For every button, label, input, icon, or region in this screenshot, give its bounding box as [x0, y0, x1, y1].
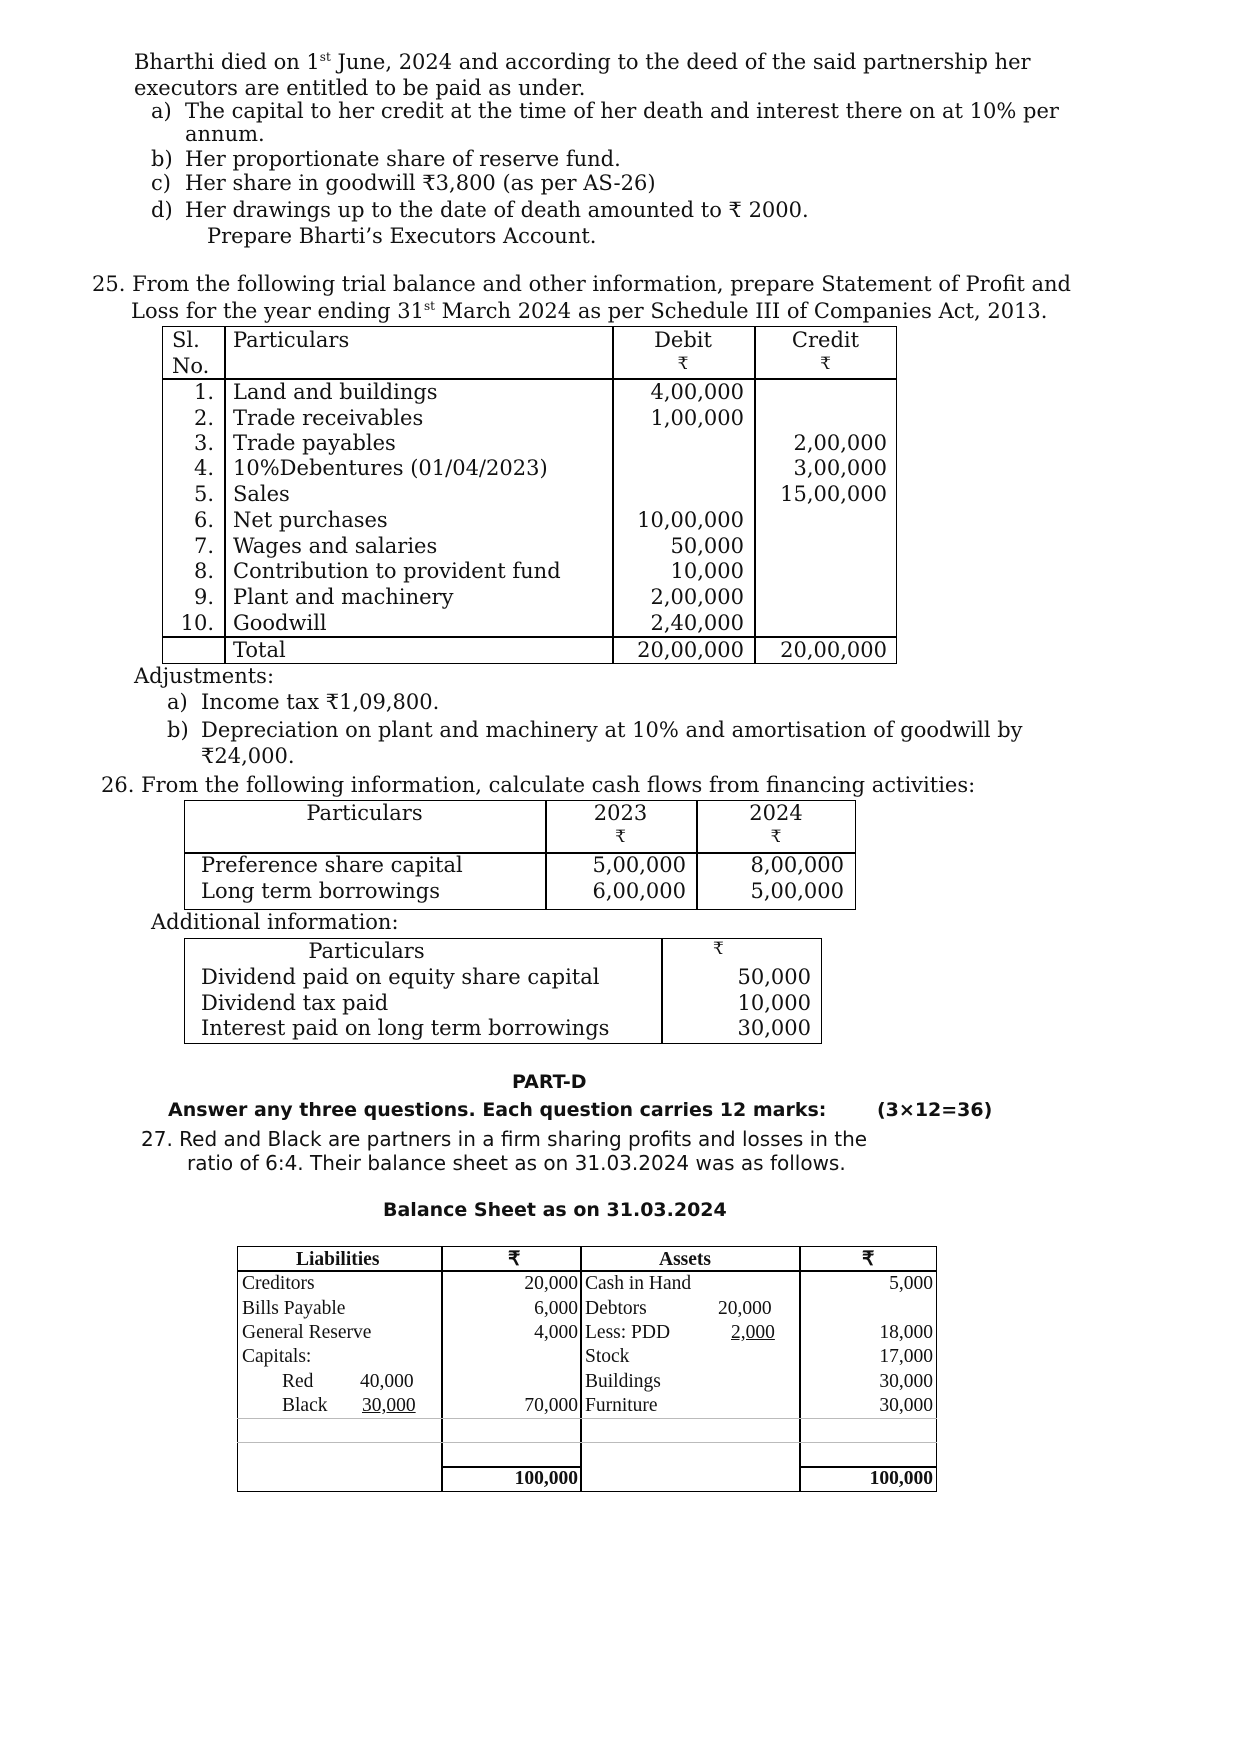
balance-sheet-title: Balance Sheet as on 31.03.2024 [383, 1199, 727, 1221]
col-header-particulars: Particulars [233, 328, 350, 352]
q24-item-label: d) [151, 198, 173, 222]
col-header-particulars: Particulars [306, 801, 423, 825]
liability-amount: 70,000 [524, 1395, 578, 1416]
partner-name: Red [282, 1371, 314, 1392]
q25-question-line1: 25. From the following trial balance and other information, prepare Statement of Profit and [92, 272, 1071, 296]
partner-capital: 30,000 [362, 1395, 416, 1416]
adj-text: Income tax ₹1,09,800. [201, 690, 440, 714]
liability-label: Creditors [242, 1273, 315, 1294]
asset-amount: 5,000 [889, 1273, 933, 1294]
liabilities-total: 100,000 [514, 1468, 578, 1489]
q24-instruction: Prepare Bharti’s Executors Account. [207, 224, 597, 248]
rupee-icon: ₹ [508, 1249, 521, 1270]
liability-label: Capitals: [242, 1346, 312, 1367]
asset-label: Buildings [585, 1371, 661, 1392]
asset-label: Less: PDD [585, 1322, 671, 1343]
q24-item-text: Her proportionate share of reserve fund. [185, 147, 621, 171]
liability-label: Bills Payable [242, 1298, 346, 1319]
asset-label: Stock [585, 1346, 630, 1367]
liability-amount: 4,000 [534, 1322, 578, 1343]
rupee-icon: ₹ [615, 827, 626, 847]
adj-text-cont: ₹24,000. [201, 744, 295, 768]
asset-amount: 18,000 [879, 1322, 933, 1343]
asset-amount: 30,000 [879, 1371, 933, 1392]
q26-question: 26. From the following information, calculate cash flows from financing activities: [101, 773, 976, 797]
col-header-2023: 2023 [593, 801, 648, 825]
liability-amount: 20,000 [524, 1273, 578, 1294]
liability-amount: 6,000 [534, 1298, 578, 1319]
adj-text: Depreciation on plant and machinery at 10% and amortisation of goodwill by [201, 718, 1023, 742]
part-d-marks: (3×12=36) [877, 1099, 993, 1121]
part-d-instruction: Answer any three questions. Each question carries 12 marks: [168, 1099, 827, 1121]
q27-question-line2: ratio of 6:4. Their balance sheet as on 31.03.2024 was as follows. [187, 1151, 846, 1175]
col-header-no: No. [172, 354, 210, 378]
q24-intro-line2: executors are entitled to be paid as under. [134, 76, 586, 100]
asset-inner-amount: 2,000 [731, 1322, 775, 1343]
adjustments-heading: Adjustments: [134, 664, 275, 688]
q24-item-cont: annum. [185, 122, 265, 146]
q27-question-line1: 27. Red and Black are partners in a firm sharing profits and losses in the [141, 1127, 868, 1151]
liability-label: General Reserve [242, 1322, 372, 1343]
col-header-liabilities: Liabilities [296, 1249, 380, 1270]
rupee-icon: ₹ [820, 354, 831, 374]
q24-item-label: c) [151, 171, 171, 195]
adj-label: a) [167, 690, 188, 714]
asset-amount: 17,000 [879, 1346, 933, 1367]
q24-item-text: The capital to her credit at the time of her death and interest there on at 10% per [185, 99, 1059, 123]
asset-label: Furniture [585, 1395, 658, 1416]
part-d-title: PART-D [512, 1071, 587, 1093]
rupee-icon: ₹ [677, 354, 689, 374]
q24-item-label: a) [151, 99, 172, 123]
partner-capital: 40,000 [360, 1371, 414, 1392]
col-header-2024: 2024 [749, 801, 803, 825]
adj-label: b) [167, 718, 189, 742]
additional-info-heading: Additional information: [151, 910, 399, 934]
assets-total: 100,000 [869, 1468, 933, 1489]
q24-item-label: b) [151, 147, 173, 171]
asset-label: Cash in Hand [585, 1273, 692, 1294]
asset-amount: 30,000 [879, 1395, 933, 1416]
col-header-particulars: Particulars [308, 939, 425, 963]
asset-inner-amount: 20,000 [718, 1298, 772, 1319]
col-header-credit: Credit [791, 328, 860, 352]
rupee-icon: ₹ [770, 827, 782, 847]
q24-item-text: Her drawings up to the date of death amounted to ₹ 2000. [185, 198, 809, 222]
rupee-icon: ₹ [862, 1249, 875, 1270]
col-header-assets: Assets [659, 1249, 711, 1270]
q24-intro-line1: Bharthi died on 1st June, 2024 and according to the deed of the said partnership her [134, 50, 1031, 74]
col-header-debit: Debit [654, 328, 712, 352]
q25-question-line2: Loss for the year ending 31st March 2024 as per Schedule III of Companies Act, 2013. [131, 299, 1048, 323]
partner-name: Black [282, 1395, 328, 1416]
q24-item-text: Her share in goodwill ₹3,800 (as per AS-26) [185, 171, 656, 195]
asset-label: Debtors [585, 1298, 647, 1319]
col-header-sl: Sl. [172, 328, 200, 352]
rupee-icon: ₹ [713, 939, 724, 959]
